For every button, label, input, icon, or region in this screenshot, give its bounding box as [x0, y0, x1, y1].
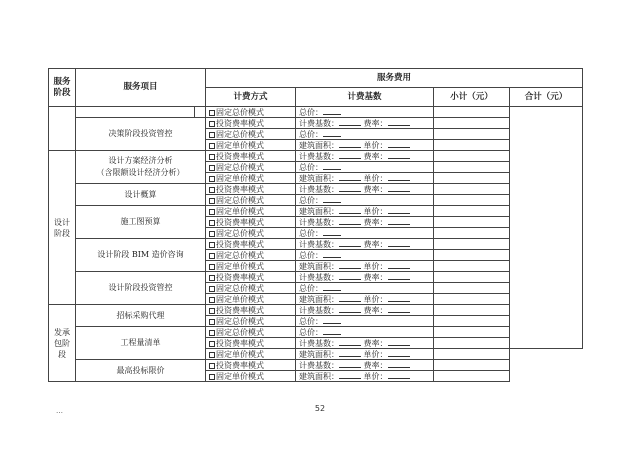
header-phase: 服务 阶段 [49, 69, 76, 107]
base-fee-rate: 计费基数： 费率： [296, 217, 434, 228]
base-total-price: 总价： [296, 228, 434, 239]
base-area-unit: 建筑面积： 单价： [296, 371, 434, 382]
base-total-price: 总价： [296, 107, 434, 118]
checkbox-icon[interactable] [209, 297, 215, 303]
mode-fixed-unit: 固定单价模式 [206, 294, 296, 305]
checkbox-icon[interactable] [209, 110, 215, 116]
checkbox-icon[interactable] [209, 132, 215, 138]
subtotal-cell[interactable] [434, 107, 510, 118]
mode-invest-rate: 投资费率模式 [206, 184, 296, 195]
subtotal-cell[interactable] [434, 371, 510, 382]
item-bill: 工程量清单 [76, 327, 206, 360]
item-decision: 决策阶段投资管控 [76, 118, 206, 151]
base-area-unit: 建筑面积： 单价： [296, 294, 434, 305]
subtotal-cell[interactable] [434, 184, 510, 195]
checkbox-icon[interactable] [209, 363, 215, 369]
subtotal-cell[interactable] [434, 349, 510, 360]
base-fee-rate: 计费基数： 费率： [296, 118, 434, 129]
subtotal-cell[interactable] [434, 118, 510, 129]
base-fee-rate: 计费基数： 费率： [296, 305, 434, 316]
base-fee-rate: 计费基数： 费率： [296, 272, 434, 283]
subtotal-cell[interactable] [434, 272, 510, 283]
checkbox-icon[interactable] [209, 341, 215, 347]
mode-fixed-unit: 固定单价模式 [206, 371, 296, 382]
header-subtotal: 小计（元） [434, 88, 510, 107]
mode-fixed-total: 固定总价模式 [206, 250, 296, 261]
phase-decision [49, 107, 76, 151]
subtotal-cell[interactable] [434, 250, 510, 261]
subtotal-cell[interactable] [434, 294, 510, 305]
checkbox-icon[interactable] [209, 154, 215, 160]
header-fee: 服务费用 [206, 69, 583, 88]
checkbox-icon[interactable] [209, 187, 215, 193]
checkbox-icon[interactable] [209, 209, 215, 215]
base-area-unit: 建筑面积： 单价： [296, 349, 434, 360]
mode-invest-rate: 投资费率模式 [206, 305, 296, 316]
page-number: 52 [314, 404, 326, 413]
checkbox-icon[interactable] [209, 165, 215, 171]
checkbox-icon[interactable] [209, 330, 215, 336]
base-fee-rate: 计费基数： 费率： [296, 184, 434, 195]
checkbox-icon[interactable] [209, 308, 215, 314]
base-area-unit: 建筑面积： 单价： [296, 140, 434, 151]
subtotal-cell[interactable] [434, 283, 510, 294]
checkbox-icon[interactable] [209, 242, 215, 248]
checkbox-icon[interactable] [209, 374, 215, 380]
subtotal-cell[interactable] [434, 360, 510, 371]
base-total-price: 总价： [296, 327, 434, 338]
header-method: 计费方式 [206, 88, 296, 107]
base-total-price: 总价： [296, 283, 434, 294]
subtotal-cell[interactable] [434, 261, 510, 272]
item-procurement: 招标采购代理 [76, 305, 206, 327]
checkbox-icon[interactable] [209, 198, 215, 204]
footer-mark: … [56, 407, 63, 415]
mode-invest-rate: 投资费率模式 [206, 118, 296, 129]
header-item: 服务项目 [76, 69, 206, 107]
base-area-unit: 建筑面积： 单价： [296, 206, 434, 217]
phase-design: 设计 阶段 [49, 151, 76, 305]
mode-invest-rate: 投资费率模式 [206, 272, 296, 283]
subtotal-cell[interactable] [434, 305, 510, 316]
mode-fixed-unit: 固定单价模式 [206, 173, 296, 184]
subtotal-cell[interactable] [434, 173, 510, 184]
subtotal-cell[interactable] [434, 129, 510, 140]
checkbox-icon[interactable] [209, 220, 215, 226]
base-fee-rate: 计费基数： 费率： [296, 338, 434, 349]
base-total-price: 总价： [296, 250, 434, 261]
checkbox-icon[interactable] [209, 253, 215, 259]
mode-fixed-total: 固定总价模式 [206, 316, 296, 327]
checkbox-icon[interactable] [209, 264, 215, 270]
checkbox-icon[interactable] [209, 319, 215, 325]
base-total-price: 总价： [296, 195, 434, 206]
base-total-price: 总价： [296, 129, 434, 140]
mode-fixed-unit: 固定单价模式 [206, 261, 296, 272]
item-bim: 设计阶段 BIM 造价咨询 [76, 239, 206, 272]
total-cell[interactable] [510, 107, 583, 349]
item-estimate: 设计概算 [76, 184, 206, 206]
mode-invest-rate: 投资费率模式 [206, 217, 296, 228]
mode-fixed-total: 固定总价模式 [206, 283, 296, 294]
item-max-bid: 最高投标限价 [76, 360, 206, 382]
subtotal-cell[interactable] [434, 140, 510, 151]
fee-table [48, 68, 583, 382]
mode-fixed-unit: 固定单价模式 [206, 206, 296, 217]
mode-invest-rate: 投资费率模式 [206, 338, 296, 349]
subtotal-cell[interactable] [434, 217, 510, 228]
base-area-unit: 建筑面积： 单价： [296, 261, 434, 272]
checkbox-icon[interactable] [209, 176, 215, 182]
mode-fixed-unit: 固定单价模式 [206, 349, 296, 360]
subtotal-cell[interactable] [434, 195, 510, 206]
mode-invest-rate: 投资费率模式 [206, 239, 296, 250]
mode-invest-rate: 投资费率模式 [206, 151, 296, 162]
subtotal-cell[interactable] [434, 316, 510, 327]
subtotal-cell[interactable] [434, 338, 510, 349]
mode-fixed-total: 固定总价模式 [206, 327, 296, 338]
subtotal-cell[interactable] [434, 151, 510, 162]
phase-contracting: 发承 包阶 段 [49, 305, 76, 382]
base-area-unit: 建筑面积： 单价： [296, 173, 434, 184]
mode-fixed-total: 固定总价模式 [206, 129, 296, 140]
checkbox-icon[interactable] [209, 352, 215, 358]
subtotal-cell[interactable] [434, 162, 510, 173]
mode-fixed-unit: 固定单价模式 [206, 140, 296, 151]
checkbox-icon[interactable] [209, 121, 215, 127]
item-design-control: 设计阶段投资管控 [76, 272, 206, 305]
checkbox-icon[interactable] [209, 143, 215, 149]
mode-fixed-total: 固定总价模式 [206, 228, 296, 239]
checkbox-icon[interactable] [209, 275, 215, 281]
base-total-price: 总价： [296, 316, 434, 327]
item-stub [76, 107, 206, 118]
header-total: 合计（元） [510, 88, 583, 107]
base-fee-rate: 计费基数： 费率： [296, 360, 434, 371]
checkbox-icon[interactable] [209, 231, 215, 237]
item-drawing-budget: 施工图预算 [76, 206, 206, 239]
mode-invest-rate: 投资费率模式 [206, 360, 296, 371]
subtotal-cell[interactable] [434, 239, 510, 250]
subtotal-cell[interactable] [434, 327, 510, 338]
mode-fixed-total: 固定总价模式 [206, 195, 296, 206]
item-scheme: 设计方案经济分析 （含限额设计经济分析） [76, 151, 206, 184]
base-fee-rate: 计费基数： 费率： [296, 239, 434, 250]
mode-fixed-total: 固定总价模式 [206, 107, 296, 118]
header-base: 计费基数 [296, 88, 434, 107]
subtotal-cell[interactable] [434, 228, 510, 239]
base-total-price: 总价： [296, 162, 434, 173]
subtotal-cell[interactable] [434, 206, 510, 217]
mode-fixed-total: 固定总价模式 [206, 162, 296, 173]
checkbox-icon[interactable] [209, 286, 215, 292]
base-fee-rate: 计费基数： 费率： [296, 151, 434, 162]
